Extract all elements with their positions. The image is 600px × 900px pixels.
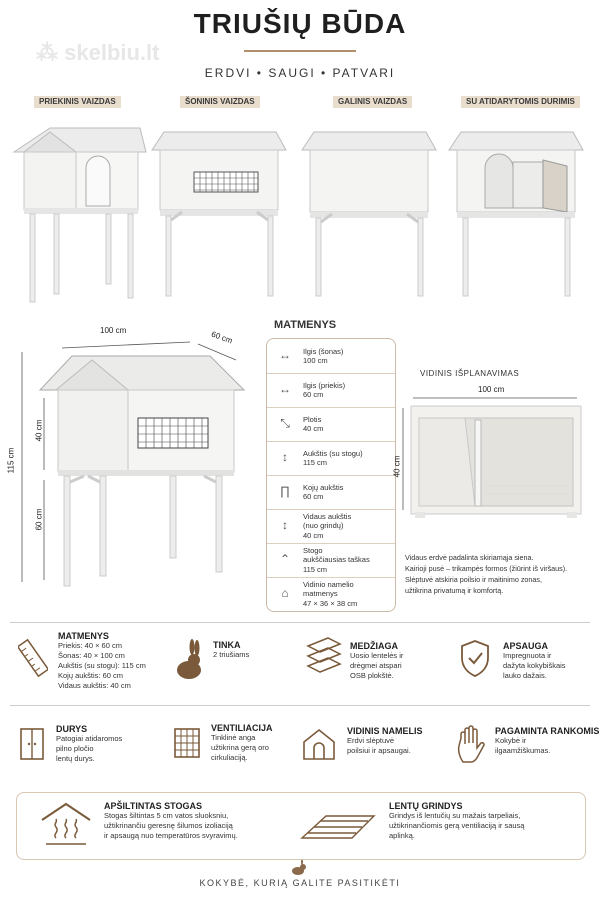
- feature-title: TINKA: [213, 640, 241, 650]
- dimension-line: Ilgis (šonas): [303, 346, 344, 356]
- title-divider: [244, 50, 356, 52]
- feature-material: [350, 641, 403, 681]
- feature-line: Tinklinė anga: [211, 733, 256, 742]
- dimension-line: (nuo grindų): [303, 521, 344, 531]
- dimensions-card: [266, 338, 396, 612]
- side-view-image: [150, 120, 290, 305]
- feature-line: Aukštis (su stogu): 115 cm: [58, 661, 146, 670]
- feature-title: MEDŽIAGA: [350, 641, 398, 651]
- grid-vent-icon: [172, 726, 202, 760]
- dimension-text: [303, 449, 363, 468]
- leg-height-icon: ∏: [280, 484, 290, 498]
- view-label-open: SU ATIDARYTOMIS DURIMIS: [461, 96, 580, 108]
- diagram-depth-label: 60 cm: [210, 329, 234, 346]
- feature-line: OSB plokštė.: [350, 671, 394, 680]
- feature-line: Impregnuota ir: [503, 651, 552, 660]
- dimension-line: 47 × 36 × 38 cm: [303, 598, 358, 608]
- watermark-icon: ⁂: [36, 40, 65, 65]
- feature-line: Vidaus aukštis: 40 cm: [58, 681, 131, 690]
- dimension-line: Kojų aukštis: [303, 482, 344, 492]
- page-title: TRIUŠIŲ BŪDA: [193, 8, 407, 39]
- width-icon: ⤡: [280, 416, 290, 430]
- front-view-image: [10, 120, 150, 305]
- bunny-silhouette-icon: [288, 860, 310, 876]
- page-subtitle: ERDVI • SAUGI • PATVARI: [204, 66, 396, 80]
- roof-peak-icon: ⌃: [279, 552, 291, 566]
- inner-house-icon: ⌂: [281, 586, 289, 600]
- feature-title: LENTŲ GRINDYS: [389, 801, 463, 811]
- dimension-row: [267, 373, 395, 408]
- dimension-line: Plotis: [303, 414, 322, 424]
- plan-width-label: 100 cm: [478, 385, 505, 394]
- floor-planks-icon: [298, 808, 378, 852]
- feature-line: pilno pločio: [56, 744, 94, 753]
- feature-inner-house: [347, 726, 423, 756]
- dimension-line: aukščiausias taškas: [303, 555, 370, 565]
- hand-icon: [454, 724, 488, 764]
- dimension-row: [267, 475, 395, 510]
- feature-line: užtikrinančiu geresnę šilumos izoliaciją: [104, 821, 233, 830]
- plan-note-line: Kairioji pusė – trikampės formos (žiūrint iš viršaus).: [405, 564, 568, 573]
- feature-line: cirkuliaciją.: [211, 753, 248, 762]
- back-view-image: [300, 120, 440, 305]
- dimension-line: Vidaus aukštis: [303, 511, 352, 521]
- feature-line: ilgaamžiškumas.: [495, 746, 551, 755]
- length-side-icon: ↔: [279, 348, 291, 362]
- feature-insulated-roof: [104, 801, 238, 841]
- feature-title: VIDINIS NAMELIS: [347, 726, 423, 736]
- feature-line: Erdvi slėptuvė: [347, 736, 395, 745]
- dimension-line: 115 cm: [303, 458, 328, 467]
- feature-suits: [213, 640, 249, 660]
- inner-house-icon: [300, 726, 338, 762]
- feature-line: Grindys iš lentučių su mažais tarpeliais,: [389, 811, 521, 820]
- length-front-icon: ↔: [279, 382, 291, 396]
- feature-title: DURYS: [56, 724, 88, 734]
- feature-title: APŠILTINTAS STOGAS: [104, 801, 203, 811]
- dimension-row: [267, 339, 395, 374]
- feature-line: dažyta kokybiškais: [503, 661, 566, 670]
- dimension-line: 40 cm: [303, 424, 324, 433]
- plan-note-line: Slėptuvė atskiria poilsio ir maitinimo zonas,: [405, 575, 543, 584]
- feature-line: lauko dažais.: [503, 671, 547, 680]
- wood-planks-icon: [304, 634, 344, 678]
- feature-doors: [56, 724, 122, 764]
- dimensions-title: MATMENYS: [274, 319, 337, 331]
- feature-line: drėgmei atspari: [350, 661, 402, 670]
- rabbit-icon: [172, 638, 206, 682]
- section-divider: [10, 622, 590, 623]
- dimension-text: [303, 512, 351, 541]
- plan-title: VIDINIS IŠPLANAVIMAS: [420, 369, 520, 378]
- diagram-body-height-label: 40 cm: [34, 419, 44, 442]
- plan-note-line: užtikrina privatumą ir komfortą.: [405, 586, 504, 595]
- feature-line: 2 triušiams: [213, 650, 250, 659]
- feature-plank-floor: [389, 801, 524, 841]
- feature-line: užtikrinančiomis gerą ventiliaciją ir sausą: [389, 821, 525, 830]
- diagram-width-label: 100 cm: [100, 326, 127, 335]
- dimension-line: 40 cm: [303, 530, 324, 540]
- diagram-leg-height-label: 60 cm: [34, 508, 44, 531]
- view-label-front: PRIEKINIS VAIZDAS: [34, 96, 121, 108]
- dimension-text: [303, 415, 323, 434]
- plan-note-line: Vidaus erdvė padalinta skiriamąja siena.: [405, 553, 534, 562]
- feature-line: Patogiai atidaromos: [56, 734, 123, 743]
- dimension-row: [267, 441, 395, 476]
- view-label-back: GALINIS VAIZDAS: [333, 96, 412, 108]
- dimension-diagram: [0, 330, 260, 600]
- feature-line: Šonas: 40 × 100 cm: [58, 651, 125, 660]
- feature-line: Kokybė ir: [495, 736, 527, 745]
- dimension-row: [267, 543, 395, 578]
- feature-line: Stogas šiltintas 5 cm vatos sluoksniu,: [104, 811, 229, 820]
- plan-notes: [405, 552, 590, 596]
- dimension-row: [267, 407, 395, 442]
- dimension-line: 100 cm: [303, 356, 328, 365]
- feature-dimensions: [58, 631, 146, 691]
- dimension-line: Ilgis (priekis): [303, 380, 346, 390]
- feature-title: PAGAMINTA RANKOMIS: [495, 726, 600, 736]
- feature-line: Uosio lentelės ir: [350, 651, 404, 660]
- dimension-line: 60 cm: [303, 390, 324, 399]
- feature-line: Kojų aukštis: 60 cm: [58, 671, 124, 680]
- view-label-side: ŠONINIS VAIZDAS: [180, 96, 260, 108]
- dimension-row: [267, 509, 395, 544]
- dimension-line: matmenys: [303, 589, 338, 599]
- dimension-text: [303, 347, 343, 366]
- dimension-text: [303, 381, 345, 400]
- feature-line: ir apsaugą nuo temperatūros svyravimų.: [104, 831, 238, 840]
- feature-ventilation: [211, 723, 273, 763]
- height-icon: ↕: [282, 450, 288, 464]
- plan-height-label: 40 cm: [392, 455, 402, 478]
- dimension-text: [303, 483, 343, 502]
- watermark: ⁂ skelbiu.lt: [36, 40, 160, 65]
- feature-line: Priekis: 40 × 60 cm: [58, 641, 122, 650]
- section-divider: [10, 705, 590, 706]
- dimension-line: Stogo: [303, 545, 323, 555]
- dimension-line: 60 cm: [303, 492, 324, 501]
- feature-line: aplinką.: [389, 831, 415, 840]
- dimension-line: Aukštis (su stogu): [303, 448, 363, 458]
- dimension-line: 115 cm: [303, 564, 328, 574]
- shield-check-icon: [458, 638, 492, 678]
- feature-protection: [503, 641, 566, 681]
- dimension-row: [267, 577, 395, 611]
- feature-line: poilsiui ir apsaugai.: [347, 746, 411, 755]
- feature-title: APSAUGA: [503, 641, 549, 651]
- dimension-line: Vidinio namelio: [303, 579, 354, 589]
- dimension-text: [303, 546, 370, 575]
- ruler-icon: [18, 638, 48, 678]
- open-door-view-image: [447, 120, 587, 305]
- dimension-text: [303, 580, 357, 609]
- feature-line: užtikrina gerą oro: [211, 743, 269, 752]
- footer-tagline: KOKYBĖ, KURIĄ GALITE PASITIKĖTI: [199, 878, 401, 888]
- inner-height-icon: ↕: [282, 518, 288, 532]
- double-door-icon: [16, 726, 48, 762]
- plan-image: [395, 394, 590, 524]
- feature-title: MATMENYS: [58, 631, 109, 641]
- heated-roof-icon: [38, 800, 94, 852]
- feature-line: lentų durys.: [56, 754, 95, 763]
- feature-handmade: [495, 726, 599, 756]
- feature-title: VENTILIACIJA: [211, 723, 273, 733]
- diagram-total-height-label: 115 cm: [6, 447, 16, 474]
